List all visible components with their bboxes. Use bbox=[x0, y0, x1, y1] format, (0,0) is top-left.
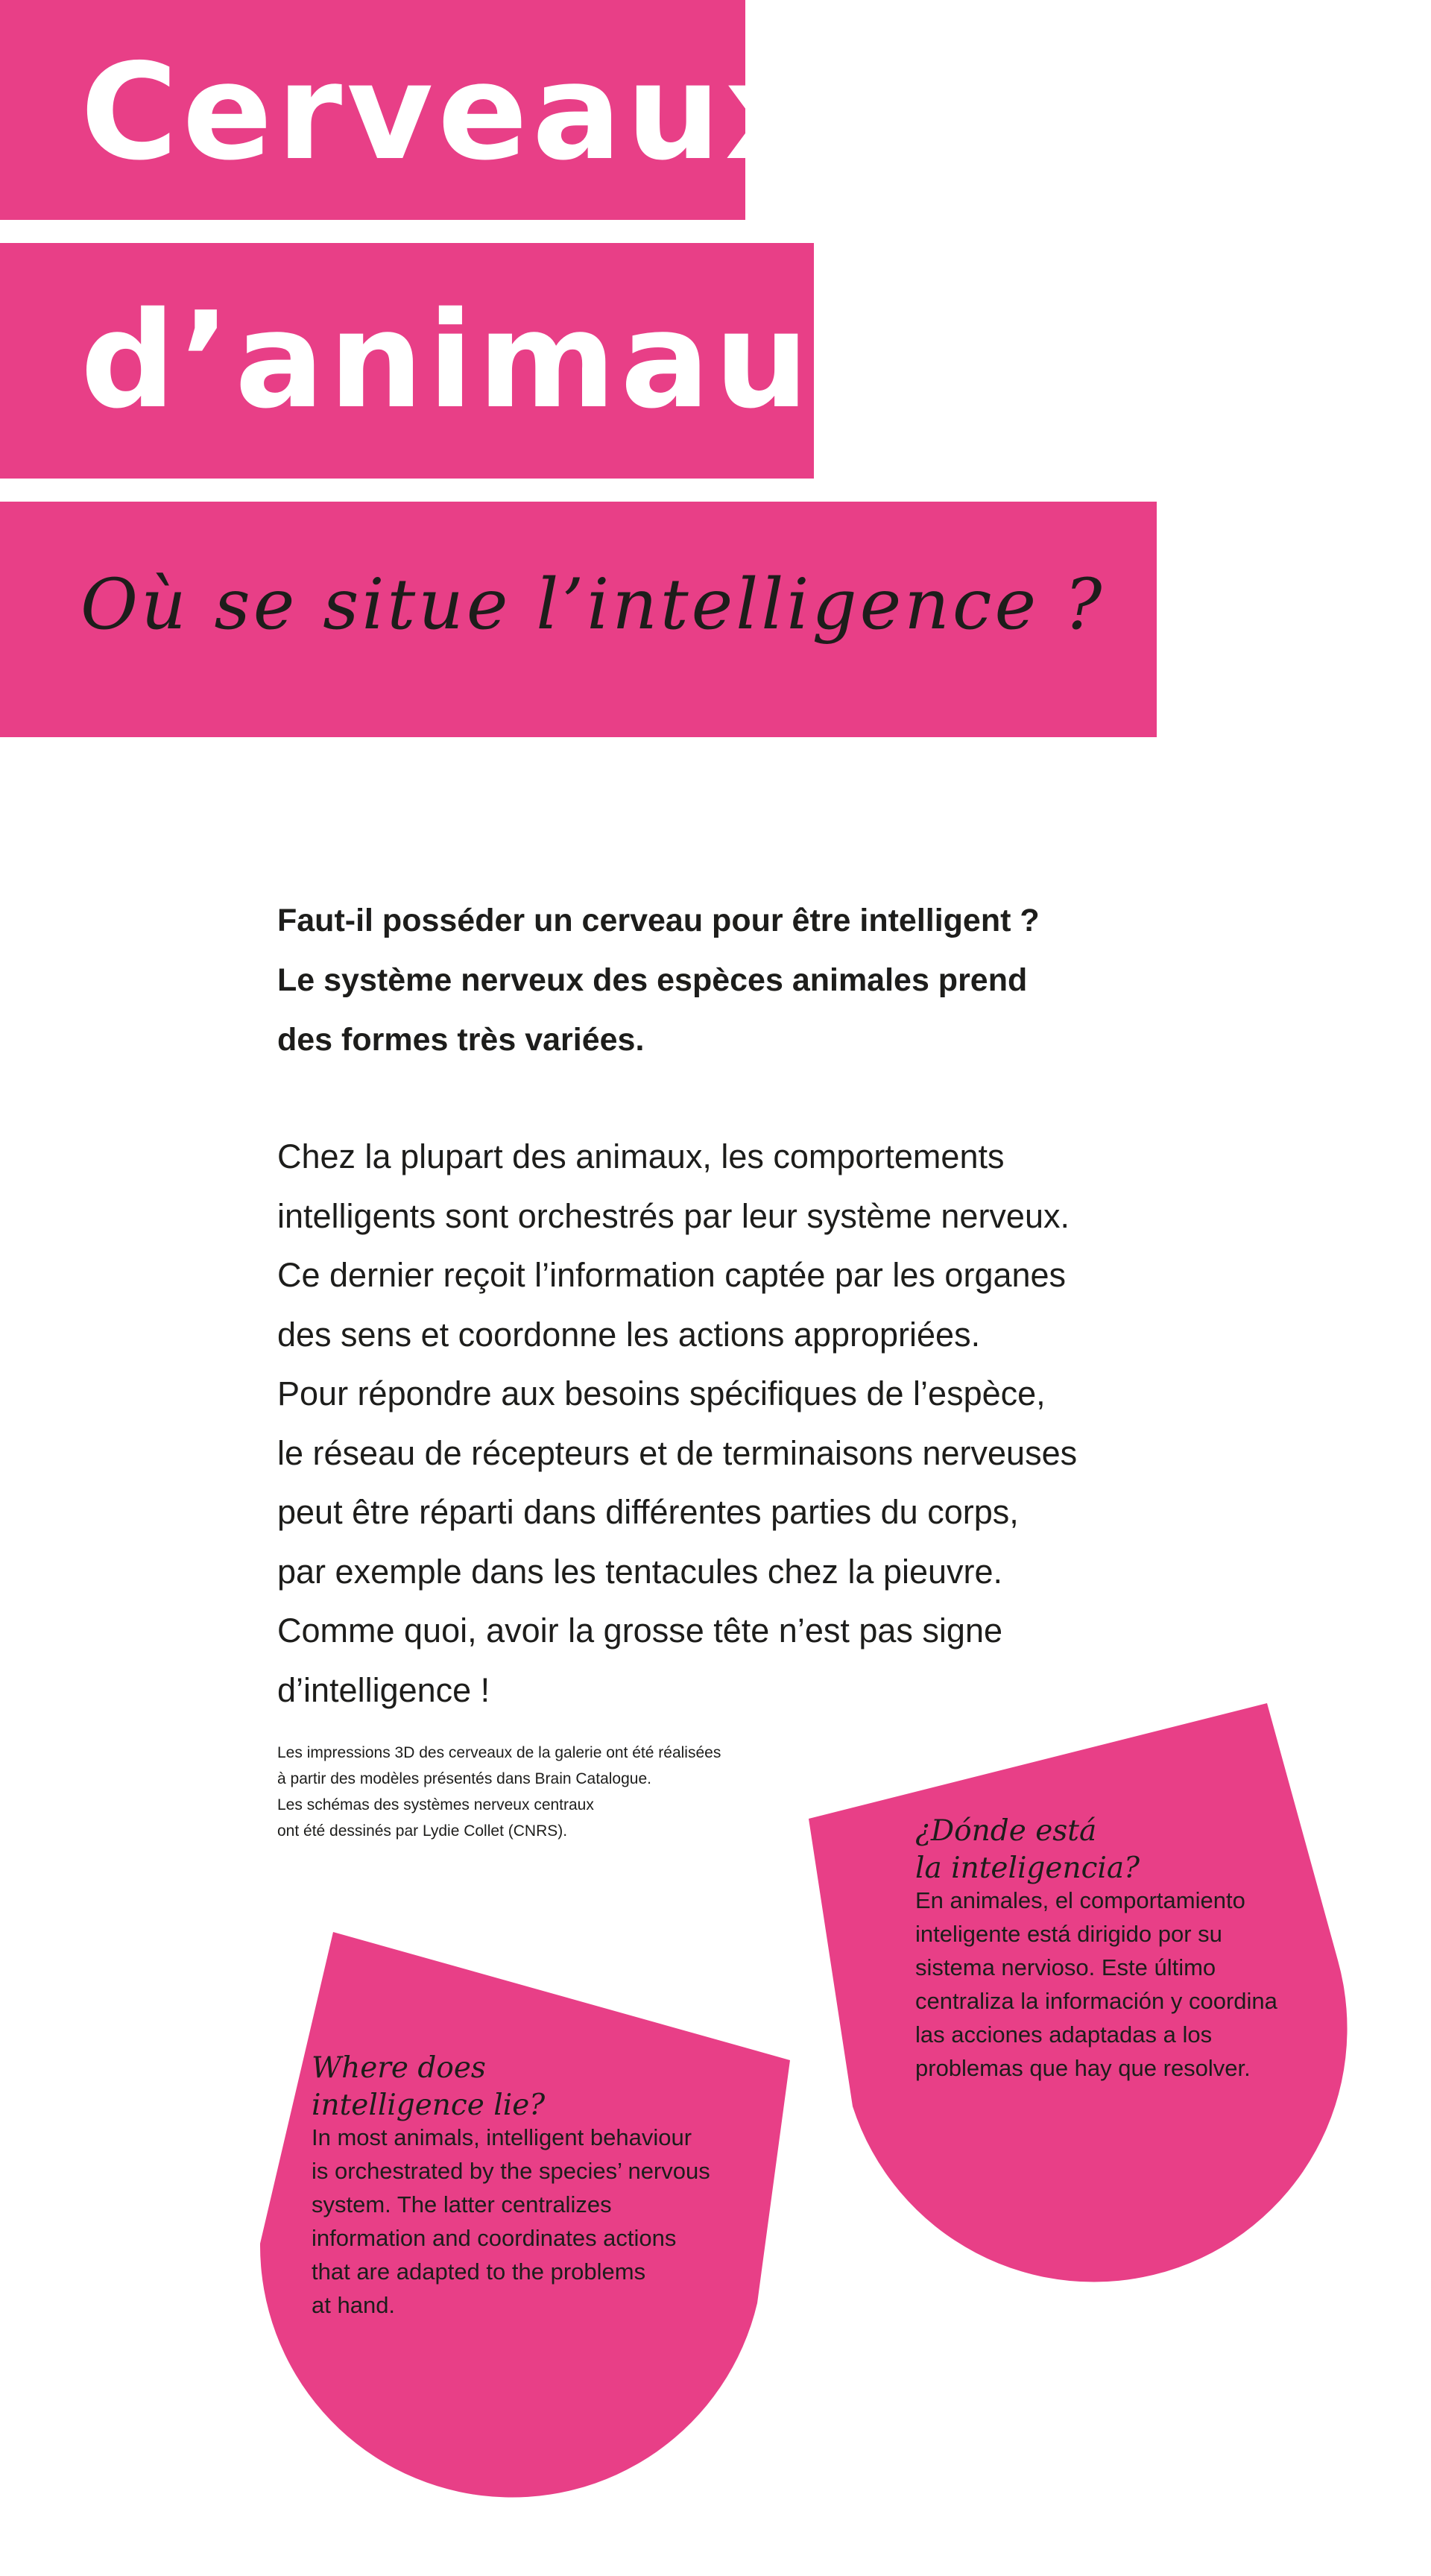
english-text-line: In most animals, intelligent behaviour bbox=[312, 2124, 692, 2150]
english-text-line: that are adapted to the problems bbox=[312, 2258, 646, 2285]
english-text-line: at hand. bbox=[312, 2292, 396, 2318]
body-line: Pour répondre aux besoins spécifiques de l’espèce, bbox=[277, 1374, 1046, 1412]
english-title-line: intelligence lie? bbox=[312, 2089, 546, 2122]
body-line: d’intelligence ! bbox=[277, 1670, 490, 1709]
spanish-text-line: las acciones adaptadas a los bbox=[915, 2021, 1213, 2048]
body-line: le réseau de récepteurs et de terminaisons nerveuses bbox=[277, 1433, 1078, 1472]
body-line: Ce dernier reçoit l’information captée par les organes bbox=[277, 1256, 1067, 1294]
english-bubble-text bbox=[312, 2121, 710, 2322]
spanish-text-line: sistema nervioso. Este último bbox=[915, 1954, 1216, 1980]
english-text-line: system. The latter centralizes bbox=[312, 2191, 612, 2217]
spanish-bubble-title bbox=[915, 1813, 1140, 1887]
english-text-line: information and coordinates actions bbox=[312, 2225, 677, 2251]
body-line: intelligents sont orchestrés par leur système nerveux. bbox=[277, 1196, 1070, 1235]
title-line-1: Cerveaux bbox=[80, 35, 815, 189]
lead-line: des formes très variées. bbox=[277, 1022, 645, 1058]
english-bubble-title bbox=[312, 2050, 545, 2124]
credits-line: ont été dessinés par Lydie Collet (CNRS). bbox=[277, 1822, 568, 1840]
spanish-bubble-text bbox=[915, 1884, 1277, 2085]
english-title-line: Where does bbox=[312, 2051, 486, 2085]
body-line: peut être réparti dans différentes parties du corps, bbox=[277, 1493, 1019, 1531]
spanish-text-line: centraliza la información y coordina bbox=[915, 1988, 1277, 2014]
spanish-title-line: la inteligencia? bbox=[915, 1852, 1140, 1885]
spanish-text-line: problemas que hay que resolver. bbox=[915, 2055, 1251, 2081]
spanish-title-line: ¿Dónde está bbox=[915, 1814, 1097, 1848]
credits-line: à partir des modèles présentés dans Brain Catalogue. bbox=[277, 1770, 651, 1787]
credits-line: Les schémas des systèmes nerveux centraux bbox=[277, 1796, 594, 1813]
lead-line: Le système nerveux des espèces animales prend bbox=[277, 962, 1028, 998]
body-line: par exemple dans les tentacules chez la pieuvre. bbox=[277, 1552, 1003, 1591]
credits-line: Les impressions 3D des cerveaux de la galerie ont été réalisées bbox=[277, 1744, 721, 1761]
english-text-line: is orchestrated by the species’ nervous bbox=[312, 2158, 710, 2184]
spanish-text-line: En animales, el comportamiento bbox=[915, 1887, 1245, 1913]
body-line: Comme quoi, avoir la grosse tête n’est pas signe bbox=[277, 1611, 1002, 1650]
subtitle: Où se situe l’intelligence ? bbox=[80, 564, 1105, 645]
body-line: des sens et coordonne les actions appropriées. bbox=[277, 1315, 981, 1354]
title-line-2: d’animaux bbox=[80, 283, 904, 438]
body-line: Chez la plupart des animaux, les comportements bbox=[277, 1137, 1005, 1175]
lead-line: Faut-il posséder un cerveau pour être intelligent ? bbox=[277, 903, 1040, 938]
spanish-text-line: inteligente está dirigido por su bbox=[915, 1921, 1222, 1947]
